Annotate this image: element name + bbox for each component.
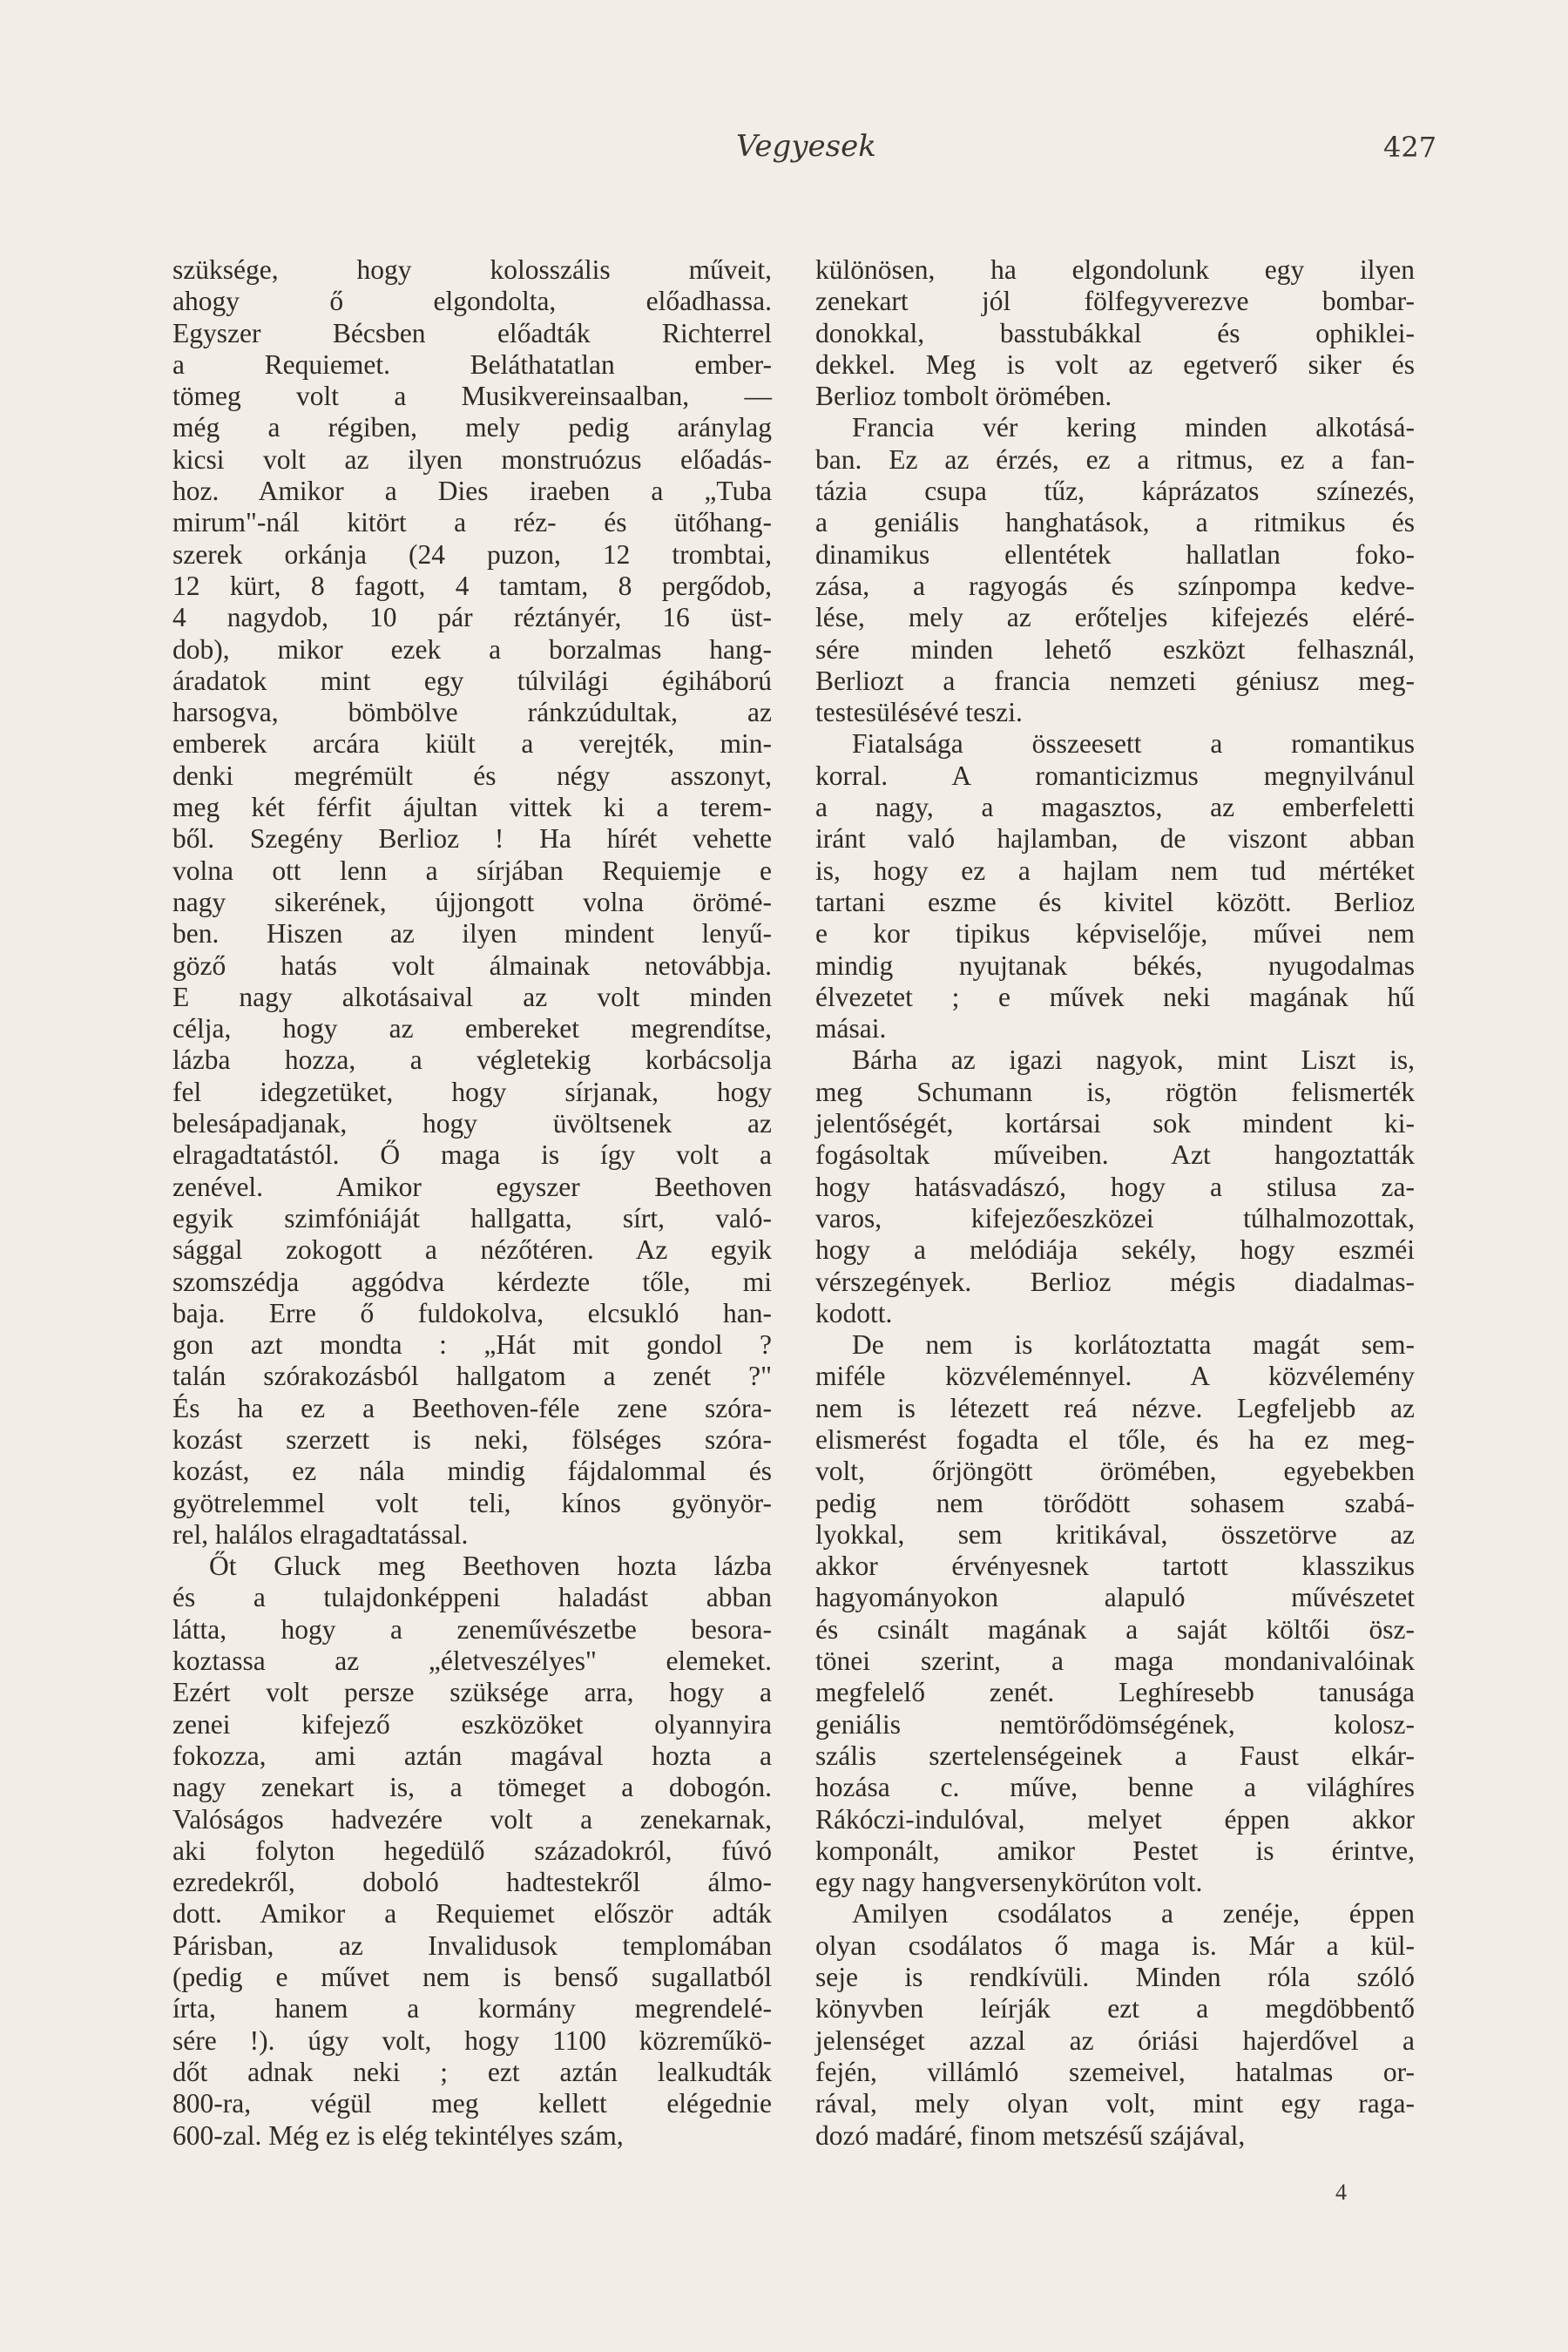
text-line: egyik szimfóniáját hallgatta, sírt, való- bbox=[172, 1202, 772, 1233]
left-text-column bbox=[172, 254, 772, 2152]
text-line: Berlioz tombolt örömében. bbox=[815, 381, 1112, 412]
text-line: belesápadjanak, hogy üvöltsenek az bbox=[172, 1108, 772, 1139]
text-line: Amilyen csodálatos a zenéje, éppen bbox=[852, 1898, 1415, 1930]
text-line: Egyszer Bécsben előadták Richterrel bbox=[172, 317, 772, 348]
text-line: 800-ra, végül meg kellett elégednie bbox=[172, 2088, 772, 2119]
text-line: dozó madáré, finom metszésű szájával, bbox=[815, 2119, 1246, 2151]
text-line: volt, őrjöngött örömében, egyebekben bbox=[815, 1456, 1415, 1487]
text-line: jelenséget azzal az óriási hajerdővel a bbox=[815, 2024, 1415, 2056]
text-line: lázba hozza, a végletekig korbácsolja bbox=[172, 1044, 772, 1076]
text-line: 12 kürt, 8 fagott, 4 tamtam, 8 pergődob, bbox=[172, 570, 772, 601]
text-line: korral. A romanticizmus megnyilvánul bbox=[815, 760, 1415, 791]
text-line: hogy a melódiája sekély, hogy eszméi bbox=[815, 1234, 1415, 1266]
text-line: Őt Gluck meg Beethoven hozta lázba bbox=[209, 1551, 772, 1582]
text-line: dekkel. Meg is volt az egetverő siker és bbox=[815, 348, 1415, 380]
text-line: rával, mely olyan volt, mint egy raga- bbox=[815, 2088, 1415, 2119]
text-line: fején, villámló szemeivel, hatalmas or- bbox=[815, 2056, 1415, 2087]
text-line: látta, hogy a zeneművészetbe besora- bbox=[172, 1613, 772, 1645]
text-line: szomszédja aggódva kérdezte tőle, mi bbox=[172, 1266, 772, 1297]
text-line: e kor tipikus képviselője, művei nem bbox=[815, 918, 1415, 950]
text-line: emberek arcára kiült a verejték, min- bbox=[172, 728, 772, 760]
text-line: a Requiemet. Beláthatatlan ember- bbox=[172, 348, 772, 380]
text-line: geniális nemtörődömségének, kolosz- bbox=[815, 1708, 1415, 1740]
text-line: ban. Ez az érzés, ez a ritmus, ez a fan- bbox=[815, 443, 1415, 475]
text-line: fel idegzetüket, hogy sírjanak, hogy bbox=[172, 1076, 772, 1107]
text-line: Fiatalsága összeesett a romantikus bbox=[852, 728, 1415, 760]
text-line: és a tulajdonképpeni haladást abban bbox=[172, 1582, 772, 1613]
text-line: fokozza, ami aztán magával hozta a bbox=[172, 1740, 772, 1771]
text-line: ben. Hiszen az ilyen mindent lenyű- bbox=[172, 918, 772, 950]
text-line: tázia csupa tűz, káprázatos színezés, bbox=[815, 476, 1415, 507]
text-line: másai. bbox=[815, 1013, 887, 1044]
text-line: írta, hanem a kormány megrendelé- bbox=[172, 1993, 772, 2024]
text-line: élvezetet ; e művek neki magának hű bbox=[815, 981, 1415, 1012]
text-line: komponált, amikor Pestet is érintve, bbox=[815, 1835, 1415, 1866]
text-line: sére !). úgy volt, hogy 1100 közreműkö- bbox=[172, 2024, 772, 2056]
text-line: még a régiben, mely pedig aránylag bbox=[172, 412, 772, 443]
text-line: talán szórakozásból hallgatom a zenét ?" bbox=[172, 1361, 772, 1392]
text-line: dinamikus ellentétek hallatlan foko- bbox=[815, 538, 1415, 570]
text-line: nagy sikerének, újjongott volna örömé- bbox=[172, 886, 772, 917]
text-line: áradatok mint egy túlvilági égiháború bbox=[172, 665, 772, 696]
text-line: tartani eszme és kivitel között. Berlioz bbox=[815, 886, 1415, 917]
text-line: mindig nyujtanak békés, nyugodalmas bbox=[815, 950, 1415, 981]
text-line: gyötrelemmel volt teli, kínos gyönyör- bbox=[172, 1487, 772, 1518]
text-line: nem is létezett reá nézve. Legfeljebb az bbox=[815, 1392, 1415, 1423]
text-line: vérszegények. Berlioz mégis diadalmas- bbox=[815, 1266, 1415, 1297]
text-line: olyan csodálatos ő maga is. Már a kül- bbox=[815, 1930, 1415, 1961]
text-line: elismerést fogadta el tőle, és ha ez meg- bbox=[815, 1423, 1415, 1455]
text-line: baja. Erre ő fuldokolva, elcsukló han- bbox=[172, 1297, 772, 1328]
text-line: meg Schumann is, rögtön felismerték bbox=[815, 1076, 1415, 1107]
text-line: tömeg volt a Musikvereinsaalban, — bbox=[172, 381, 772, 412]
text-line: megfelelő zenét. Leghíresebb tanusága bbox=[815, 1677, 1415, 1708]
text-line: 600-zal. Még ez is elég tekintélyes szám, bbox=[172, 2119, 624, 2151]
text-line: E nagy alkotásaival az volt minden bbox=[172, 981, 772, 1012]
text-line: szerek orkánja (24 puzon, 12 trombtai, bbox=[172, 538, 772, 570]
text-line: iránt való hajlamban, de viszont abban bbox=[815, 823, 1415, 855]
text-line: sággal zokogott a nézőtéren. Az egyik bbox=[172, 1234, 772, 1266]
text-line: És ha ez a Beethoven-féle zene szóra- bbox=[172, 1392, 772, 1423]
text-line: denki megrémült és négy asszonyt, bbox=[172, 760, 772, 791]
text-line: Valóságos hadvezére volt a zenekarnak, bbox=[172, 1803, 772, 1835]
text-line: a geniális hanghatások, a ritmikus és bbox=[815, 507, 1415, 538]
text-line: Bárha az igazi nagyok, mint Liszt is, bbox=[852, 1044, 1415, 1076]
page-number: 427 bbox=[1383, 131, 1437, 164]
text-line: lése, mely az erőteljes kifejezés eléré- bbox=[815, 602, 1415, 633]
text-line: ezredekről, doboló hadtestekről álmo- bbox=[172, 1867, 772, 1898]
right-text-column bbox=[815, 254, 1415, 2152]
text-line: sére minden lehető eszközt felhasznál, bbox=[815, 633, 1415, 665]
text-line: hagyományokon alapuló művészetet bbox=[815, 1582, 1415, 1613]
text-line: volna ott lenn a sírjában Requiemje e bbox=[172, 855, 772, 886]
text-line: Ezért volt persze szüksége arra, hogy a bbox=[172, 1677, 772, 1708]
text-line: kicsi volt az ilyen monstruózus előadás- bbox=[172, 443, 772, 475]
text-line: különösen, ha elgondolunk egy ilyen bbox=[815, 254, 1415, 285]
text-line: kozást szerzett is neki, fölséges szóra- bbox=[172, 1423, 772, 1455]
text-line: szális szertelenségeinek a Faust elkár- bbox=[815, 1740, 1415, 1771]
text-line: elragadtatástól. Ő maga is így volt a bbox=[172, 1139, 772, 1171]
text-line: hoz. Amikor a Dies iraeben a „Tuba bbox=[172, 476, 772, 507]
text-line: Berliozt a francia nemzeti géniusz meg- bbox=[815, 665, 1415, 696]
text-line: kozást, ez nála mindig fájdalommal és bbox=[172, 1456, 772, 1487]
text-line: nagy zenekart is, a tömeget a dobogón. bbox=[172, 1772, 772, 1803]
text-line: Párisban, az Invalidusok templomában bbox=[172, 1930, 772, 1961]
text-line: tönei szerint, a maga mondanivalóinak bbox=[815, 1646, 1415, 1677]
text-line: könyvben leírják ezt a megdöbbentő bbox=[815, 1993, 1415, 2024]
text-line: kodott. bbox=[815, 1297, 893, 1328]
text-line: göző hatás volt álmainak netovábbja. bbox=[172, 950, 772, 981]
text-line: lyokkal, sem kritikával, összetörve az bbox=[815, 1518, 1415, 1550]
text-line: testesülésévé teszi. bbox=[815, 697, 1023, 728]
text-line: donokkal, basstubákkal és ophiklei- bbox=[815, 317, 1415, 348]
text-line: egy nagy hangversenykörúton volt. bbox=[815, 1867, 1203, 1898]
text-line: jelentőségét, kortársai sok mindent ki- bbox=[815, 1108, 1415, 1139]
text-line: célja, hogy az embereket megrendítse, bbox=[172, 1013, 772, 1044]
text-line: (pedig e művet nem is benső sugallatból bbox=[172, 1962, 772, 1993]
text-line: rel, halálos elragadtatással. bbox=[172, 1518, 469, 1550]
text-line: miféle közvéleménnyel. A közvélemény bbox=[815, 1361, 1415, 1392]
text-line: is, hogy ez a hajlam nem tud mértéket bbox=[815, 855, 1415, 886]
text-line: fogásoltak műveiben. Azt hangoztatták bbox=[815, 1139, 1415, 1171]
text-line: hogy hatásvadászó, hogy a stilusa za- bbox=[815, 1171, 1415, 1202]
text-line: hozása c. műve, benne a világhíres bbox=[815, 1772, 1415, 1803]
text-line: 4 nagydob, 10 pár réztányér, 16 üst- bbox=[172, 602, 772, 633]
text-line: dőt adnak neki ; ezt aztán lealkudták bbox=[172, 2056, 772, 2087]
text-line: szüksége, hogy kolosszális műveit, bbox=[172, 254, 772, 285]
text-line: mirum"-nál kitört a réz- és ütőhang- bbox=[172, 507, 772, 538]
text-line: dott. Amikor a Requiemet először adták bbox=[172, 1898, 772, 1930]
text-line: meg két férfit ájultan vittek ki a terem- bbox=[172, 792, 772, 823]
text-line: gon azt mondta : „Hát mit gondol ? bbox=[172, 1329, 772, 1361]
text-line: varos, kifejezőeszközei túlhalmozottak, bbox=[815, 1202, 1415, 1233]
text-line: harsogva, bömbölve ránkzúdultak, az bbox=[172, 697, 772, 728]
text-line: seje is rendkívüli. Minden róla szóló bbox=[815, 1962, 1415, 1993]
text-line: aki folyton hegedülő századokról, fúvó bbox=[172, 1835, 772, 1866]
text-line: zenekart jól fölfegyverezve bombar- bbox=[815, 286, 1415, 317]
printer-signature-mark: 4 bbox=[1335, 2180, 1347, 2205]
text-line: Rákóczi-indulóval, melyet éppen akkor bbox=[815, 1803, 1415, 1835]
text-line: és csinált magának a saját költői ösz- bbox=[815, 1613, 1415, 1645]
text-line: zenei kifejező eszközöket olyannyira bbox=[172, 1708, 772, 1740]
running-title: Vegyesek bbox=[736, 129, 876, 164]
text-line: zása, a ragyogás és színpompa kedve- bbox=[815, 570, 1415, 601]
text-line: Francia vér kering minden alkotásá- bbox=[852, 412, 1415, 443]
text-line: ből. Szegény Berlioz ! Ha hírét vehette bbox=[172, 823, 772, 855]
text-line: akkor érvényesnek tartott klasszikus bbox=[815, 1551, 1415, 1582]
text-line: koztassa az „életveszélyes" elemeket. bbox=[172, 1646, 772, 1677]
text-line: a nagy, a magasztos, az emberfeletti bbox=[815, 792, 1415, 823]
text-line: dob), mikor ezek a borzalmas hang- bbox=[172, 633, 772, 665]
text-line: ahogy ő elgondolta, előadhassa. bbox=[172, 286, 772, 317]
text-line: De nem is korlátoztatta magát sem- bbox=[852, 1329, 1415, 1361]
text-line: zenével. Amikor egyszer Beethoven bbox=[172, 1171, 772, 1202]
text-line: pedig nem törődött sohasem szabá- bbox=[815, 1487, 1415, 1518]
